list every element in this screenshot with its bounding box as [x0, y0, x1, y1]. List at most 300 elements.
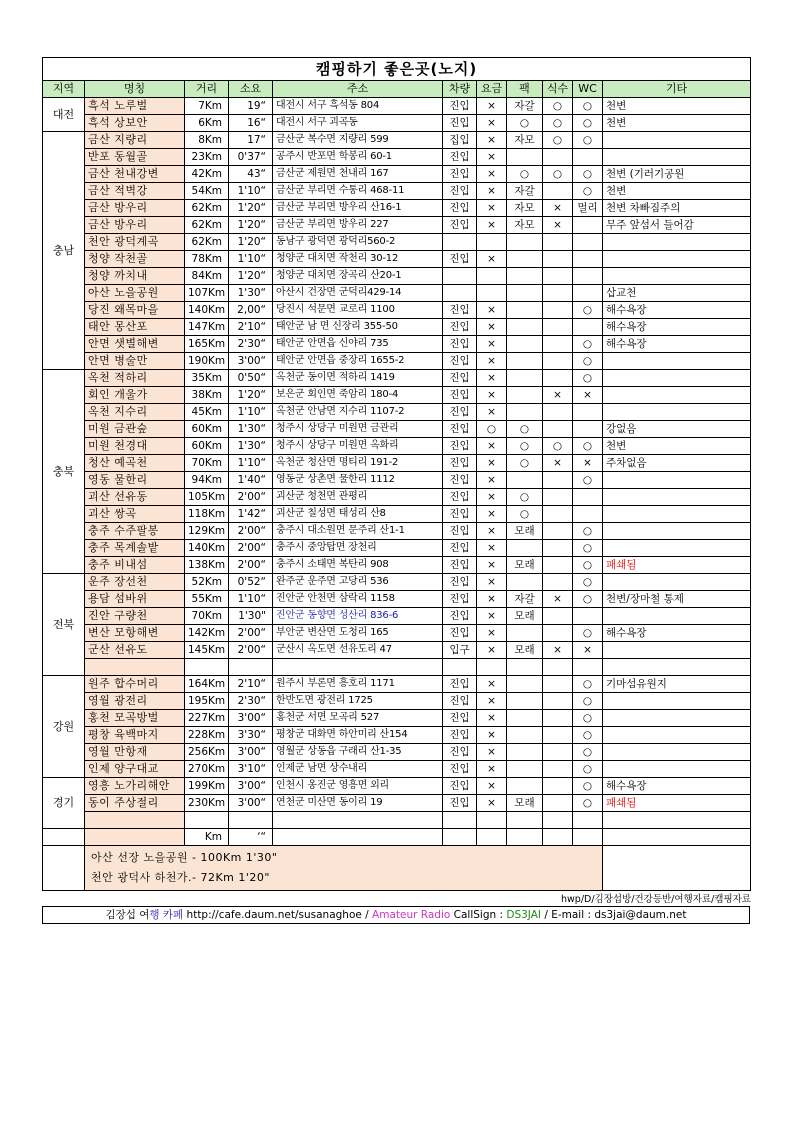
table-row — [43, 319, 751, 336]
spot-name-cell: 안면 샛별해변 — [85, 336, 185, 353]
vehicle-access-cell: 진입 — [443, 540, 477, 557]
spot-name-cell: 반포 동월골 — [85, 149, 185, 166]
table-row — [43, 778, 751, 795]
address-cell: 진안군 동향면 성산리 836-6 — [273, 608, 443, 625]
distance-cell: 7Km — [185, 98, 229, 115]
travel-time-cell: 43“ — [229, 166, 273, 183]
address-cell — [273, 812, 443, 829]
toilet-cell — [573, 506, 603, 523]
spot-name-cell: 변산 모항해변 — [85, 625, 185, 642]
spot-name-cell: 괴산 선유동 — [85, 489, 185, 506]
water-cell — [543, 659, 573, 676]
spot-name-cell: 금산 지량리 — [85, 132, 185, 149]
note-line: 아산 선장 노을공원 - 100Km 1'30" — [91, 851, 278, 864]
fee-cell: × — [477, 251, 507, 268]
water-cell — [543, 710, 573, 727]
water-cell: ○ — [543, 98, 573, 115]
table-row — [43, 574, 751, 591]
travel-time-cell: 2'10“ — [229, 319, 273, 336]
cafe-url-link[interactable]: http://cafe.daum.net/susanaghoe — [186, 909, 362, 921]
travel-time-cell: 1'30“ — [229, 285, 273, 302]
travel-time-cell: 16“ — [229, 115, 273, 132]
remarks-cell — [603, 523, 751, 540]
note-line: 천안 광덕사 하천가.- 72Km 1'20" — [91, 871, 270, 884]
fee-cell: × — [477, 795, 507, 812]
peg-cell: 모래 — [507, 642, 543, 659]
travel-time-cell: 1'20“ — [229, 234, 273, 251]
water-cell — [543, 421, 573, 438]
fee-cell: × — [477, 472, 507, 489]
vehicle-access-cell: 진입 — [443, 506, 477, 523]
distance-cell: 70Km — [185, 455, 229, 472]
water-cell: ○ — [543, 438, 573, 455]
travel-time-cell: 17“ — [229, 132, 273, 149]
distance-cell: 8Km — [185, 132, 229, 149]
fee-cell: ○ — [477, 421, 507, 438]
peg-cell — [507, 302, 543, 319]
spot-name-cell: 영월 만항재 — [85, 744, 185, 761]
address-cell: 태안군 안면읍 신야리 735 — [273, 336, 443, 353]
spot-name-cell: 동이 주상절리 — [85, 795, 185, 812]
camping-sheet — [42, 57, 750, 891]
distance-cell: 256Km — [185, 744, 229, 761]
remarks-cell — [603, 659, 751, 676]
water-cell — [543, 574, 573, 591]
fee-cell: × — [477, 319, 507, 336]
address-cell: 금산군 복수면 지량리 599 — [273, 132, 443, 149]
vehicle-access-cell: 진입 — [443, 251, 477, 268]
distance-cell: 107Km — [185, 285, 229, 302]
notes-area — [85, 846, 603, 891]
peg-cell — [507, 370, 543, 387]
peg-cell — [507, 149, 543, 166]
distance-cell: 164Km — [185, 676, 229, 693]
remarks-cell — [603, 744, 751, 761]
peg-cell — [507, 761, 543, 778]
fee-cell: × — [477, 506, 507, 523]
table-row — [43, 642, 751, 659]
blank-cell — [507, 829, 543, 846]
distance-cell: 230Km — [185, 795, 229, 812]
spot-name-cell: 영동 물한리 — [85, 472, 185, 489]
peg-cell — [507, 778, 543, 795]
water-cell — [543, 319, 573, 336]
fee-cell: × — [477, 523, 507, 540]
spot-name-cell: 옥천 적하리 — [85, 370, 185, 387]
fee-cell: × — [477, 557, 507, 574]
toilet-cell — [573, 234, 603, 251]
column-header: 차량 — [443, 81, 477, 98]
table-row — [43, 149, 751, 166]
travel-time-cell: 1'20“ — [229, 387, 273, 404]
toilet-cell — [573, 812, 603, 829]
spot-name-cell: 영월 광전리 — [85, 693, 185, 710]
toilet-cell: ○ — [573, 710, 603, 727]
vehicle-access-cell: 진입 — [443, 353, 477, 370]
address-cell: 청양군 대치면 작천리 30-12 — [273, 251, 443, 268]
remarks-cell — [603, 370, 751, 387]
remarks-cell — [603, 540, 751, 557]
water-cell: × — [543, 200, 573, 217]
author-name: 김장섭 여 — [105, 909, 150, 921]
table-row — [43, 421, 751, 438]
vehicle-access-cell: 진입 — [443, 744, 477, 761]
water-cell: ○ — [543, 115, 573, 132]
toilet-cell — [573, 319, 603, 336]
toilet-cell: ○ — [573, 523, 603, 540]
fee-cell: × — [477, 455, 507, 472]
address-cell: 진안군 안천면 삼락리 1158 — [273, 591, 443, 608]
column-header: 요금 — [477, 81, 507, 98]
blank-cell: Km — [185, 829, 229, 846]
spot-name-cell: 홍천 모곡방벌 — [85, 710, 185, 727]
address-cell: 옥천군 청산면 명티리 191-2 — [273, 455, 443, 472]
travel-time-cell: 0'52“ — [229, 574, 273, 591]
table-row — [43, 625, 751, 642]
peg-cell: 자갈 — [507, 591, 543, 608]
vehicle-access-cell: 진입 — [443, 302, 477, 319]
remarks-cell — [603, 506, 751, 523]
vehicle-access-cell: 진입 — [443, 455, 477, 472]
fee-cell: × — [477, 710, 507, 727]
remarks-cell — [603, 404, 751, 421]
travel-time-cell: 1'30" — [229, 608, 273, 625]
email-link[interactable]: ds3jai@daum.net — [594, 909, 687, 921]
toilet-cell: ○ — [573, 540, 603, 557]
water-cell: × — [543, 217, 573, 234]
water-cell — [543, 778, 573, 795]
distance-cell: 105Km — [185, 489, 229, 506]
water-cell — [543, 234, 573, 251]
vehicle-access-cell: 진입 — [443, 98, 477, 115]
toilet-cell: ○ — [573, 302, 603, 319]
peg-cell — [507, 251, 543, 268]
water-cell — [543, 183, 573, 200]
travel-time-cell: 1'40“ — [229, 472, 273, 489]
distance-cell: 118Km — [185, 506, 229, 523]
remarks-cell: 천변 — [603, 438, 751, 455]
address-cell: 금산군 부리면 방우리 227 — [273, 217, 443, 234]
remarks-cell — [603, 132, 751, 149]
remarks-cell: 삽교천 — [603, 285, 751, 302]
spot-name-cell: 천안 광덕계곡 — [85, 234, 185, 251]
remarks-cell — [603, 234, 751, 251]
blank-cell — [43, 829, 85, 846]
travel-time-cell: 3'00“ — [229, 353, 273, 370]
water-cell — [543, 761, 573, 778]
remarks-cell: 무주 앞섬서 들어감 — [603, 217, 751, 234]
address-cell: 군산시 옥도면 선유도리 47 — [273, 642, 443, 659]
peg-cell: ○ — [507, 421, 543, 438]
peg-cell — [507, 285, 543, 302]
fee-cell: × — [477, 693, 507, 710]
address-cell: 옥천군 안남면 지수리 1107-2 — [273, 404, 443, 421]
spot-name-cell: 안면 병술만 — [85, 353, 185, 370]
blank-cell — [603, 829, 751, 846]
table-row — [43, 693, 751, 710]
spot-name-cell: 금산 천내강변 — [85, 166, 185, 183]
fee-cell — [477, 234, 507, 251]
distance-cell: 38Km — [185, 387, 229, 404]
peg-cell: ○ — [507, 166, 543, 183]
water-cell — [543, 676, 573, 693]
peg-cell — [507, 812, 543, 829]
peg-cell — [507, 710, 543, 727]
address-cell: 한반도면 광전리 1725 — [273, 693, 443, 710]
email-label: / E-mail : — [540, 909, 595, 921]
remarks-cell: 천변/장마철 통제 — [603, 591, 751, 608]
address-cell: 태안군 안면읍 중장리 1655-2 — [273, 353, 443, 370]
travel-time-cell: 1'10“ — [229, 183, 273, 200]
distance-cell — [185, 812, 229, 829]
travel-time-cell: 1'20“ — [229, 200, 273, 217]
toilet-cell: ○ — [573, 676, 603, 693]
fee-cell: × — [477, 217, 507, 234]
column-header: 거리 — [185, 81, 229, 98]
travel-time-cell: 2'30“ — [229, 336, 273, 353]
blank-cell — [573, 829, 603, 846]
table-row — [43, 251, 751, 268]
remarks-cell — [603, 353, 751, 370]
remarks-cell: 해수욕장 — [603, 336, 751, 353]
toilet-cell — [573, 268, 603, 285]
remarks-cell — [603, 693, 751, 710]
vehicle-access-cell: 진입 — [443, 217, 477, 234]
vehicle-access-cell: 진입 — [443, 625, 477, 642]
fee-cell: × — [477, 404, 507, 421]
toilet-cell: ○ — [573, 132, 603, 149]
vehicle-access-cell — [443, 285, 477, 302]
peg-cell — [507, 472, 543, 489]
travel-time-cell: 0'37“ — [229, 149, 273, 166]
cafe-label: 행 카페 — [149, 909, 184, 921]
water-cell — [543, 523, 573, 540]
vehicle-access-cell: 진입 — [443, 115, 477, 132]
distance-cell: 60Km — [185, 421, 229, 438]
address-cell: 연천군 미산면 동이리 19 — [273, 795, 443, 812]
fee-cell: × — [477, 115, 507, 132]
water-cell — [543, 608, 573, 625]
spot-name-cell: 흑석 노루벌 — [85, 98, 185, 115]
travel-time-cell: 2'00“ — [229, 625, 273, 642]
toilet-cell: ○ — [573, 557, 603, 574]
travel-time-cell: 3'00“ — [229, 710, 273, 727]
water-cell: × — [543, 455, 573, 472]
peg-cell: 모래 — [507, 608, 543, 625]
peg-cell: ○ — [507, 506, 543, 523]
toilet-cell: ○ — [573, 115, 603, 132]
peg-cell — [507, 234, 543, 251]
travel-time-cell — [229, 659, 273, 676]
fee-cell: × — [477, 183, 507, 200]
table-row — [43, 795, 751, 812]
toilet-cell: ○ — [573, 761, 603, 778]
column-header: 팩 — [507, 81, 543, 98]
table-row — [43, 166, 751, 183]
fee-cell: × — [477, 336, 507, 353]
vehicle-access-cell — [443, 812, 477, 829]
water-cell — [543, 285, 573, 302]
toilet-cell: ○ — [573, 98, 603, 115]
peg-cell: 자모 — [507, 217, 543, 234]
distance-cell: 70Km — [185, 608, 229, 625]
address-cell: 충주시 대소원면 문주리 산1-1 — [273, 523, 443, 540]
spot-name-cell: 괴산 쌍곡 — [85, 506, 185, 523]
fee-cell: × — [477, 642, 507, 659]
fee-cell: × — [477, 744, 507, 761]
remarks-cell — [603, 149, 751, 166]
spot-name-cell: 용담 섬바위 — [85, 591, 185, 608]
vehicle-access-cell: 진입 — [443, 489, 477, 506]
toilet-cell: ○ — [573, 336, 603, 353]
toilet-cell: × — [573, 387, 603, 404]
spot-name-cell: 진안 구량천 — [85, 608, 185, 625]
remarks-cell — [603, 387, 751, 404]
peg-cell: ○ — [507, 115, 543, 132]
travel-time-cell: 1'42“ — [229, 506, 273, 523]
toilet-cell: ○ — [573, 353, 603, 370]
water-cell — [543, 404, 573, 421]
remarks-cell: 강없음 — [603, 421, 751, 438]
vehicle-access-cell: 진입 — [443, 778, 477, 795]
water-cell — [543, 336, 573, 353]
table-row — [43, 404, 751, 421]
peg-cell: ○ — [507, 438, 543, 455]
vehicle-access-cell — [443, 659, 477, 676]
peg-cell — [507, 625, 543, 642]
vehicle-access-cell: 진입 — [443, 761, 477, 778]
distance-cell: 62Km — [185, 234, 229, 251]
header-row — [43, 81, 751, 98]
spot-name-cell: 미원 천경대 — [85, 438, 185, 455]
remarks-cell: 천변 (기러기공원 — [603, 166, 751, 183]
contact-footer — [42, 906, 750, 924]
toilet-cell: ○ — [573, 591, 603, 608]
vehicle-access-cell: 진입 — [443, 608, 477, 625]
column-header: 명칭 — [85, 81, 185, 98]
travel-time-cell: 1'30“ — [229, 421, 273, 438]
distance-cell: 140Km — [185, 302, 229, 319]
column-header: 주소 — [273, 81, 443, 98]
spot-name-cell: 원주 합수머리 — [85, 676, 185, 693]
remarks-cell — [603, 608, 751, 625]
peg-cell: 자갈 — [507, 98, 543, 115]
travel-time-cell: 1'10“ — [229, 251, 273, 268]
fee-cell: × — [477, 149, 507, 166]
remarks-cell — [603, 727, 751, 744]
fee-cell: × — [477, 370, 507, 387]
distance-cell: 35Km — [185, 370, 229, 387]
table-row — [43, 353, 751, 370]
distance-cell: 190Km — [185, 353, 229, 370]
table-row — [43, 676, 751, 693]
remarks-cell: 해수욕장 — [603, 625, 751, 642]
address-cell: 괴산군 칠성면 태성리 산8 — [273, 506, 443, 523]
toilet-cell: ○ — [573, 744, 603, 761]
spot-name-cell: 금산 적벽강 — [85, 183, 185, 200]
travel-time-cell: 19“ — [229, 98, 273, 115]
travel-time-cell: 3'00“ — [229, 778, 273, 795]
toilet-cell — [573, 489, 603, 506]
table-row — [43, 591, 751, 608]
fee-cell: × — [477, 489, 507, 506]
travel-time-cell: 2'30“ — [229, 693, 273, 710]
blank-cell: ‘“ — [229, 829, 273, 846]
region-cell: 대전 — [43, 98, 85, 132]
column-header: 식수 — [543, 81, 573, 98]
fee-cell — [477, 285, 507, 302]
spot-name-cell: 운주 장선천 — [85, 574, 185, 591]
spot-name-cell: 인제 양구대교 — [85, 761, 185, 778]
fee-cell: × — [477, 778, 507, 795]
vehicle-access-cell — [443, 234, 477, 251]
toilet-cell: ○ — [573, 727, 603, 744]
fee-cell — [477, 812, 507, 829]
vehicle-access-cell: 진입 — [443, 336, 477, 353]
vehicle-access-cell: 진입 — [443, 183, 477, 200]
blank-cell — [443, 829, 477, 846]
address-cell: 평창군 대화면 하안미리 산154 — [273, 727, 443, 744]
toilet-cell: × — [573, 642, 603, 659]
distance-cell: 142Km — [185, 625, 229, 642]
table-row — [43, 336, 751, 353]
vehicle-access-cell: 진입 — [443, 472, 477, 489]
notes-spacer — [43, 846, 85, 891]
vehicle-access-cell: 진입 — [443, 149, 477, 166]
distance-cell: 62Km — [185, 217, 229, 234]
table-row — [43, 387, 751, 404]
table-row — [43, 540, 751, 557]
table-row — [43, 115, 751, 132]
address-cell: 청주시 상당구 미원면 금관리 — [273, 421, 443, 438]
spot-name-cell: 영흥 노가리해안 — [85, 778, 185, 795]
remarks-cell: 천변 — [603, 115, 751, 132]
address-cell: 태안군 남 면 신장리 355-50 — [273, 319, 443, 336]
address-cell: 금산군 부리면 방우리 산16-1 — [273, 200, 443, 217]
peg-cell: 모래 — [507, 557, 543, 574]
region-cell: 강원 — [43, 676, 85, 778]
water-cell: × — [543, 387, 573, 404]
spot-name-cell: 청양 까치내 — [85, 268, 185, 285]
table-row — [43, 472, 751, 489]
remarks-cell: 해수욕장 — [603, 778, 751, 795]
camping-table — [42, 57, 751, 891]
distance-cell: 55Km — [185, 591, 229, 608]
water-cell — [543, 472, 573, 489]
address-cell: 홍천군 서면 모곡리 527 — [273, 710, 443, 727]
vehicle-access-cell: 진입 — [443, 319, 477, 336]
remarks-cell: 천변 — [603, 98, 751, 115]
vehicle-access-cell — [443, 268, 477, 285]
region-cell: 경기 — [43, 778, 85, 829]
blank-cell — [477, 829, 507, 846]
peg-cell: 자모 — [507, 132, 543, 149]
fee-cell: × — [477, 353, 507, 370]
distance-cell: 228Km — [185, 727, 229, 744]
spot-name-cell: 옥천 지수리 — [85, 404, 185, 421]
water-cell — [543, 149, 573, 166]
travel-time-cell: 3'30“ — [229, 727, 273, 744]
peg-cell: 모래 — [507, 523, 543, 540]
water-cell: ○ — [543, 132, 573, 149]
vehicle-access-cell: 진입 — [443, 523, 477, 540]
table-row — [43, 217, 751, 234]
vehicle-access-cell: 진입 — [443, 574, 477, 591]
travel-time-cell: 1'20“ — [229, 268, 273, 285]
peg-cell — [507, 676, 543, 693]
callsign-value: DS3JAI — [506, 909, 541, 921]
water-cell — [543, 557, 573, 574]
